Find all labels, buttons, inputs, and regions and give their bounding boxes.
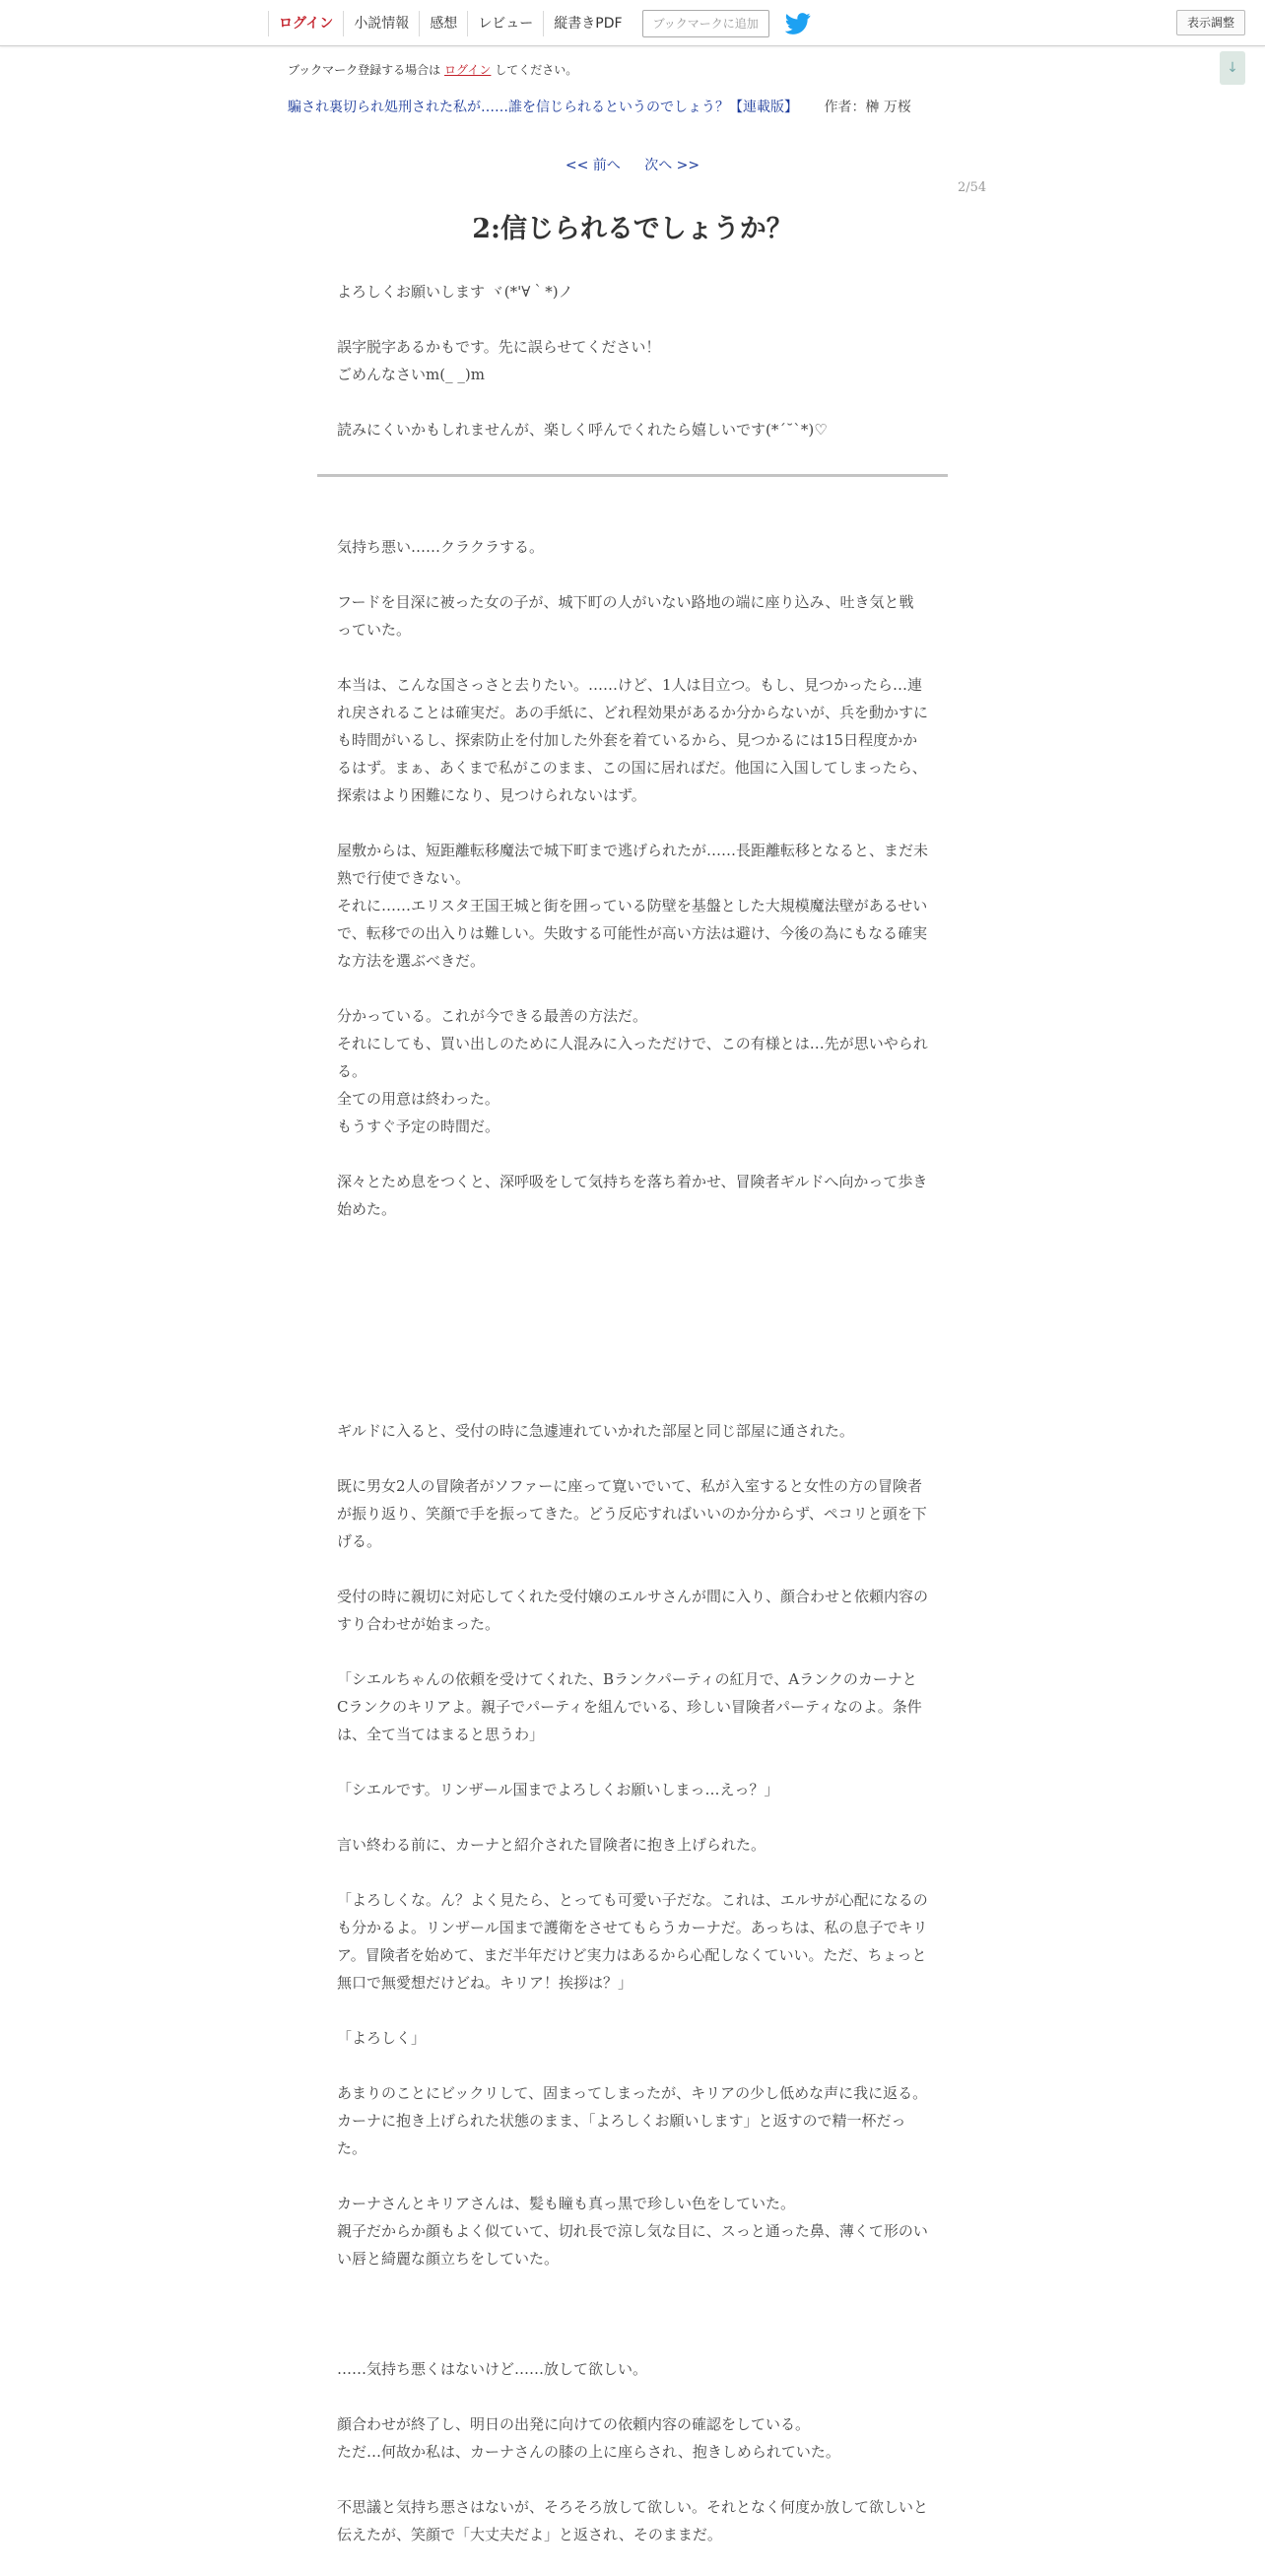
- preface-paragraph: 誤字脱字あるかもです。先に誤らせてください！ ごめんなさいm(_ _)m: [337, 338, 661, 383]
- body-paragraph: 気持ち悪い……クラクラする。: [337, 538, 545, 556]
- vertical-pdf-link[interactable]: 縦書きPDF: [543, 11, 632, 36]
- novel-body-part-2: [337, 1417, 928, 2300]
- preface-divider: [317, 474, 948, 477]
- body-paragraph: 屋敷からは、短距離転移魔法で城下町まで逃げられたが……長距離転移となると、まだ未熟で行使できない。 それに……エリスタ王国王城と街を囲っている防壁を基盤とした大規模魔法壁があるせいで、転移での出入りは難しい。失敗する可能性が高い方法は避け、今後の為にもなる確実な方法を選ぶべきだ。: [337, 842, 929, 970]
- review-link[interactable]: レビュー: [467, 11, 543, 36]
- body-paragraph: 顔合わせが終了し、明日の出発に向けての依頼内容の確認をしている。 ただ…何故か私は、カーナさんの膝の上に座らされ、抱きしめられていた。: [337, 2415, 840, 2461]
- body-paragraph: 既に男女2人の冒険者がソファーに座って寛いでいて、私が入室すると女性の方の冒険者が振り返り、笑顔で手を振ってきた。どう反応すればいいのか分からず、ペコリと頭を下げる。: [337, 1477, 927, 1550]
- body-paragraph: 分かっている。これが今できる最善の方法だ。 それにしても、買い出しのために人混みに入っただけで、この有様とは…先が思いやられる。 全ての用意は終わった。 もうすぐ予定の時間だ。: [337, 1007, 928, 1135]
- chapter-pager: [0, 155, 1265, 174]
- body-paragraph: 受付の時に親切に対応してくれた受付嬢のエルサさんが間に入り、顔合わせと依頼内容のすり合わせが始まった。: [337, 1588, 929, 1633]
- body-paragraph: ギルドに入ると、受付の時に急遽連れていかれた部屋と同じ部屋に通された。: [337, 1422, 854, 1440]
- preface-paragraph: よろしくお願いします ヾ(*'∀｀*)ノ: [337, 283, 573, 301]
- preface: [337, 278, 928, 471]
- preface-paragraph: 読みにくいかもしれませんが、楽しく呼んでくれたら嬉しいです(*´˘`*)♡: [337, 421, 828, 439]
- novel-body-part-1: [337, 533, 928, 1251]
- body-paragraph: 言い終わる前に、カーナと紹介された冒険者に抱き上げられた。: [337, 1836, 766, 1854]
- body-paragraph: 深々とため息をつくと、深呼吸をして気持ちを落ち着かせ、冒険者ギルドへ向かって歩き始めた。: [337, 1173, 928, 1218]
- prev-chapter-link[interactable]: << 前へ: [565, 158, 621, 173]
- next-chapter-link[interactable]: 次へ >>: [644, 158, 700, 173]
- bookmark-login-note: [288, 61, 577, 78]
- body-paragraph: 「シエルちゃんの依頼を受けてくれた、Bランクパーティの紅月で、Aランクのカーナと Cランクのキリアよ。親子でパーティを組んでいる、珍しい冒険者パーティなのよ。条件は、全て当てはまると思うわ」: [337, 1670, 922, 1743]
- twitter-bird-icon[interactable]: [785, 13, 811, 34]
- login-link[interactable]: ログイン: [268, 11, 343, 36]
- series-header: [288, 97, 911, 116]
- body-paragraph: フードを目深に被った女の子が、城下町の人がいない路地の端に座り込み、吐き気と戦っていた。: [337, 593, 914, 639]
- bookmark-note-prefix: ブックマーク登録する場合は: [288, 63, 441, 77]
- nav-menu: [268, 10, 811, 37]
- novel-body-part-3: [337, 2355, 928, 2576]
- chapter-title: 2:信じられるでしょうか？: [472, 214, 793, 244]
- impressions-link[interactable]: 感想: [419, 11, 467, 36]
- body-paragraph: 「シエルです。リンザール国までよろしくお願いしまっ…えっ？」: [337, 1781, 779, 1798]
- display-settings-button[interactable]: 表示調整: [1176, 10, 1245, 35]
- body-paragraph: ……気持ち悪くはないけど……放して欲しい。: [337, 2360, 648, 2378]
- bookmark-note-suffix: してください。: [495, 63, 578, 77]
- top-navigation-bar: [0, 0, 1265, 46]
- body-paragraph: カーナさんとキリアさんは、髪も瞳も真っ黒で珍しい色をしていた。 親子だからか顔もよく似ていて、切れ長で涼し気な目に、スっと通った鼻、薄くて形のいい唇と綺麗な顔立ちをしていた。: [337, 2195, 928, 2268]
- page-number: 2/54: [958, 180, 987, 195]
- body-paragraph: 本当は、こんな国さっさと去りたい。……けど、1人は目立つ。もし、見つかったら…連れ戻されることは確実だ。あの手紙に、どれ程効果があるか分からないが、兵を動かすにも時間がいるし、探索防止を付加した外套を着ているから、見つかるには15日程度かかるはず。まぁ、あくまで私がこのまま、この国に居ればだ。他国に入国してしまったら、探索はより困難になり、見つけられないはず。: [337, 676, 929, 804]
- novel-info-link[interactable]: 小説情報: [343, 11, 419, 36]
- series-title-link[interactable]: 騙され裏切られ処刑された私が……誰を信じられるというのでしょう？【連載版】: [288, 100, 798, 115]
- add-bookmark-button[interactable]: ブックマークに追加: [642, 10, 769, 37]
- body-paragraph: 不思議と気持ち悪さはないが、そろそろ放して欲しい。それとなく何度か放して欲しいと伝えたが、笑顔で「大丈夫だよ」と返され、そのままだ。: [337, 2498, 929, 2543]
- body-paragraph: 「よろしくな。ん？よく見たら、とっても可愛い子だな。これは、エルサが心配になるのも分かるよ。リンザール国まで護衛をさせてもらうカーナだ。あっちは、私の息子でキリア。冒険者を始めて、まだ半年だけど実力はあるから心配しなくていい。ただ、ちょっと無口で無愛想だけどね。キリア！挨拶は？」: [337, 1891, 928, 1992]
- bookmark-note-login-link[interactable]: ログイン: [444, 63, 492, 77]
- body-paragraph: 「よろしく」: [337, 2029, 427, 2047]
- body-paragraph: あまりのことにビックリして、固まってしまったが、キリアの少し低めな声に我に返る。 カーナに抱き上げられた状態のまま、「よろしくお願いします」と返すので精一杯だった。: [337, 2084, 928, 2157]
- scroll-down-icon[interactable]: ↓: [1220, 51, 1245, 85]
- author-name: 作者：榊 万桜: [824, 100, 911, 115]
